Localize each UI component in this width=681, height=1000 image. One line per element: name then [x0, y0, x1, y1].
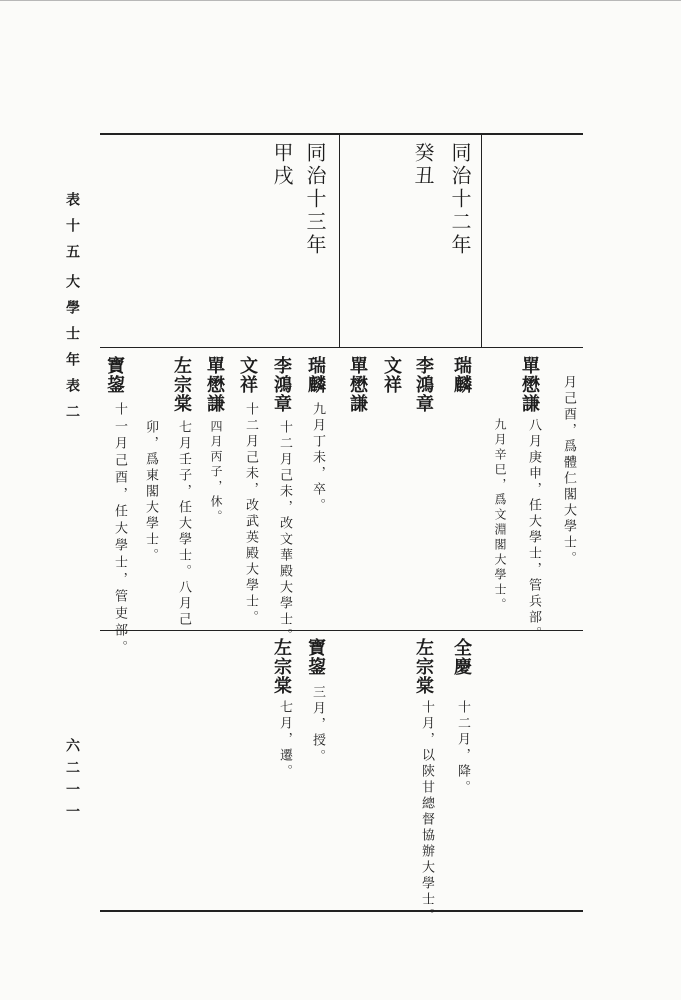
holder-note-2: 九月辛巳，爲文淵閣大學士。: [493, 418, 507, 613]
assistant-note: 三月，授。: [310, 685, 325, 765]
grand-secretary-row-rule: [100, 630, 583, 631]
change-note-2: 卯，爲東閣大學士。: [143, 420, 158, 564]
table-title: 表十五: [64, 192, 80, 270]
year-row-rule: [100, 347, 583, 348]
change-name: 瑞麟: [305, 356, 326, 394]
change-note: 十二月己未，改武英殿大學士。: [243, 402, 258, 626]
change-note: 九月丁未，卒。: [310, 402, 325, 514]
page-edge: [0, 0, 681, 1]
change-note: 十一月己酉，任大學士，管吏部。: [112, 402, 127, 657]
change-name: 寶鋆: [104, 356, 125, 394]
holder-name: 文祥: [381, 356, 402, 394]
change-name: 單懋謙: [204, 356, 225, 413]
assistant-note: 十月，以陝甘總督協辦大學士。: [419, 700, 434, 924]
assistant-name: 寶鋆: [305, 638, 326, 676]
column-divider-1: [481, 133, 482, 347]
section-title: 大學士年表二: [64, 274, 80, 430]
holder-name: 單懋謙: [519, 356, 540, 413]
holder-note: 八月庚申，任大學士，管兵部。: [526, 418, 541, 642]
assistant-note: 十二月，降。: [455, 700, 470, 796]
change-name: 李鴻章: [271, 356, 292, 413]
page-number: 六二一一: [64, 738, 80, 826]
era-year-1: 同治十二年: [448, 142, 472, 257]
change-note: 四月丙子，休。: [209, 420, 223, 525]
continuation-note: 月己酉，爲體仁閣大學士。: [561, 375, 576, 567]
change-note: 十二月己未，改文華殿大學士。: [277, 420, 292, 644]
assistant-name: 左宗棠: [271, 638, 292, 695]
assistant-name: 左宗棠: [413, 638, 434, 695]
assistant-name: 全慶: [451, 638, 472, 676]
ganzhi-2: 甲戌: [270, 142, 294, 188]
column-divider-2: [339, 133, 340, 347]
assistant-note: 七月，遷。: [277, 700, 292, 780]
change-note: 七月壬子，任大學士。八月己: [176, 420, 191, 628]
change-name: 左宗棠: [171, 356, 192, 413]
ganzhi-1: 癸丑: [411, 142, 435, 188]
era-year-2: 同治十三年: [303, 142, 327, 257]
holder-name: 瑞麟: [451, 356, 472, 394]
table-bottom-rule: [100, 910, 583, 912]
holder-name: 李鴻章: [413, 356, 434, 413]
holder-name: 單懋謙: [347, 356, 368, 413]
change-name: 文祥: [237, 356, 258, 394]
table-top-rule: [100, 133, 583, 135]
